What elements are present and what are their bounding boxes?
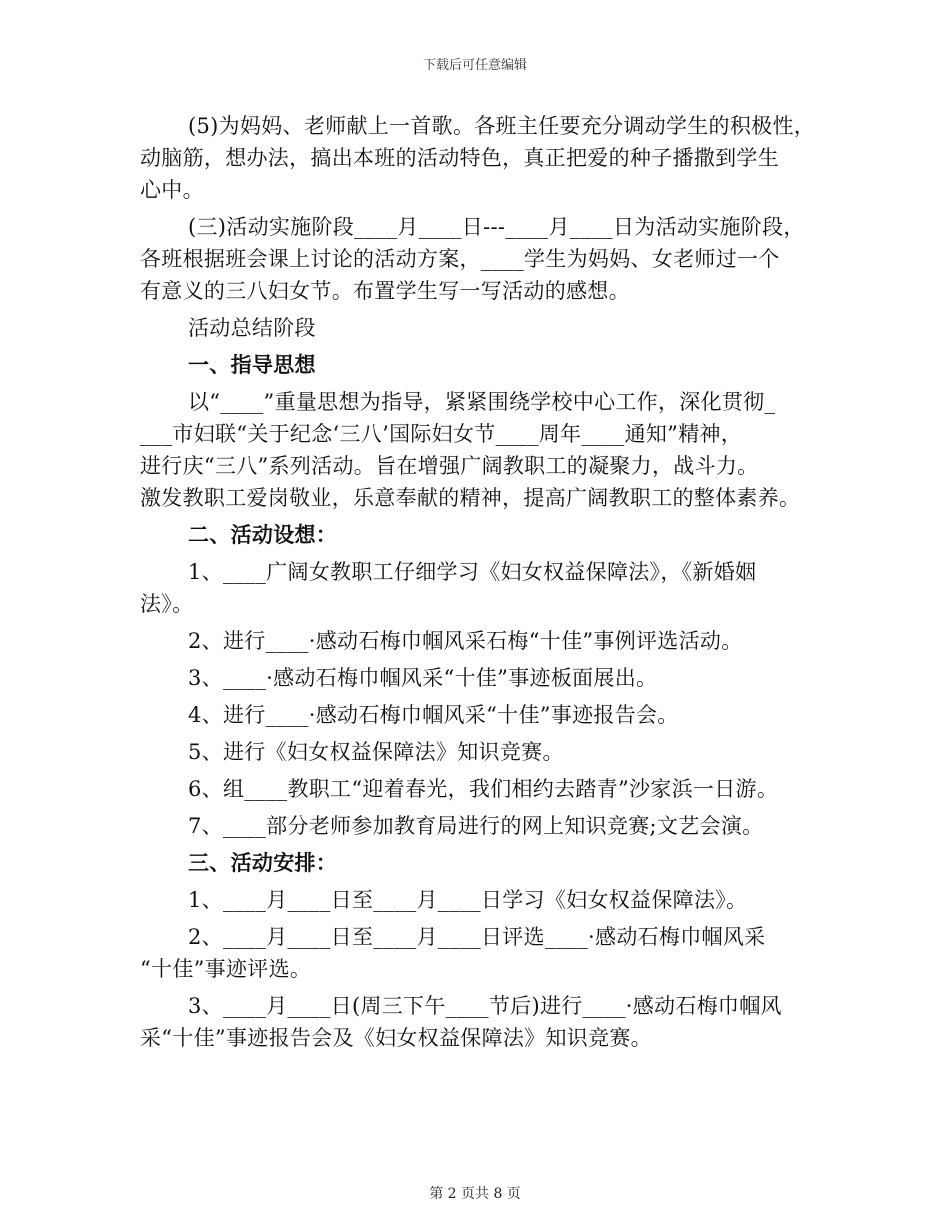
text-line: 进行庆“三八”系列活动。旨在增强广阔教职工的凝聚力，战斗力。 — [140, 454, 759, 478]
text-line: (三)活动实施阶段____月____日---____月____日为活动实施阶段， — [188, 215, 805, 239]
document-body — [140, 110, 830, 1054]
text-line: 有意义的三八妇女节。布置学生写一写活动的感想。 — [140, 279, 630, 303]
text-line: 1、____广阔女教职工仔细学习《妇女权益保障法》，《新婚姻 — [188, 560, 757, 584]
text-line: 5、进行《妇女权益保障法》知识竞赛。 — [188, 740, 564, 764]
text-line: 3、____月____日(周三下午____节后)进行____·感动石梅巾帼风 — [188, 994, 782, 1018]
text-line: 心中。 — [140, 178, 204, 202]
text-line: 各班根据班会课上讨论的活动方案，____学生为妈妈、女老师过一个 — [140, 247, 780, 271]
text-line: 以“____”重量思想为指导，紧紧围绕学校中心工作，深化贯彻_ — [188, 390, 776, 414]
text-line: 3、____·感动石梅巾帼风采“十佳”事迹板面展出。 — [188, 666, 658, 690]
text-line: 4、进行____·感动石梅巾帼风采“十佳”事迹报告会。 — [188, 703, 679, 727]
text-line: 法》。 — [140, 592, 194, 616]
text-line: 1、____月____日至____月____日学习《妇女权益保障法》。 — [188, 888, 748, 912]
text-line: 2、____月____日至____月____日评选____·感动石梅巾帼风采 — [188, 925, 766, 949]
text-line: 采“十佳”事迹报告会及《妇女权益保障法》知识竞赛。 — [140, 1026, 652, 1050]
section-heading: 三、活动安排： — [188, 851, 338, 875]
text-line: 活动总结阶段 — [188, 316, 316, 340]
text-line: 6、组____教职工“迎着春光，我们相约去踏青”沙家浜一日游。 — [188, 777, 779, 801]
text-line: 激发教职工爱岗敬业，乐意奉献的精神，提高广阔教职工的整体素养。 — [140, 486, 801, 510]
section-heading: 一、指导思想 — [188, 353, 316, 377]
page-header: 下载后可任意编辑 — [422, 58, 527, 73]
page-footer: 第 2 页共 8 页 — [429, 1186, 521, 1202]
section-heading: 二、活动设想： — [188, 523, 338, 547]
text-line: “十佳”事迹评选。 — [140, 957, 312, 981]
text-line: ___市妇联“关于纪念‘三八’国际妇女节____周年____通知”精神， — [140, 422, 743, 446]
text-line: 2、进行____·感动石梅巾帼风采石梅“十佳”事例评选活动。 — [188, 629, 743, 653]
text-line: 动脑筋，想办法，搞出本班的活动特色，真正把爱的种子播撒到学生 — [140, 146, 779, 170]
text-line: (5)为妈妈、老师献上一首歌。各班主任要充分调动学生的积极性， — [188, 114, 816, 138]
text-line: 7、____部分老师参加教育局进行的网上知识竞赛;文艺会演。 — [188, 814, 764, 838]
